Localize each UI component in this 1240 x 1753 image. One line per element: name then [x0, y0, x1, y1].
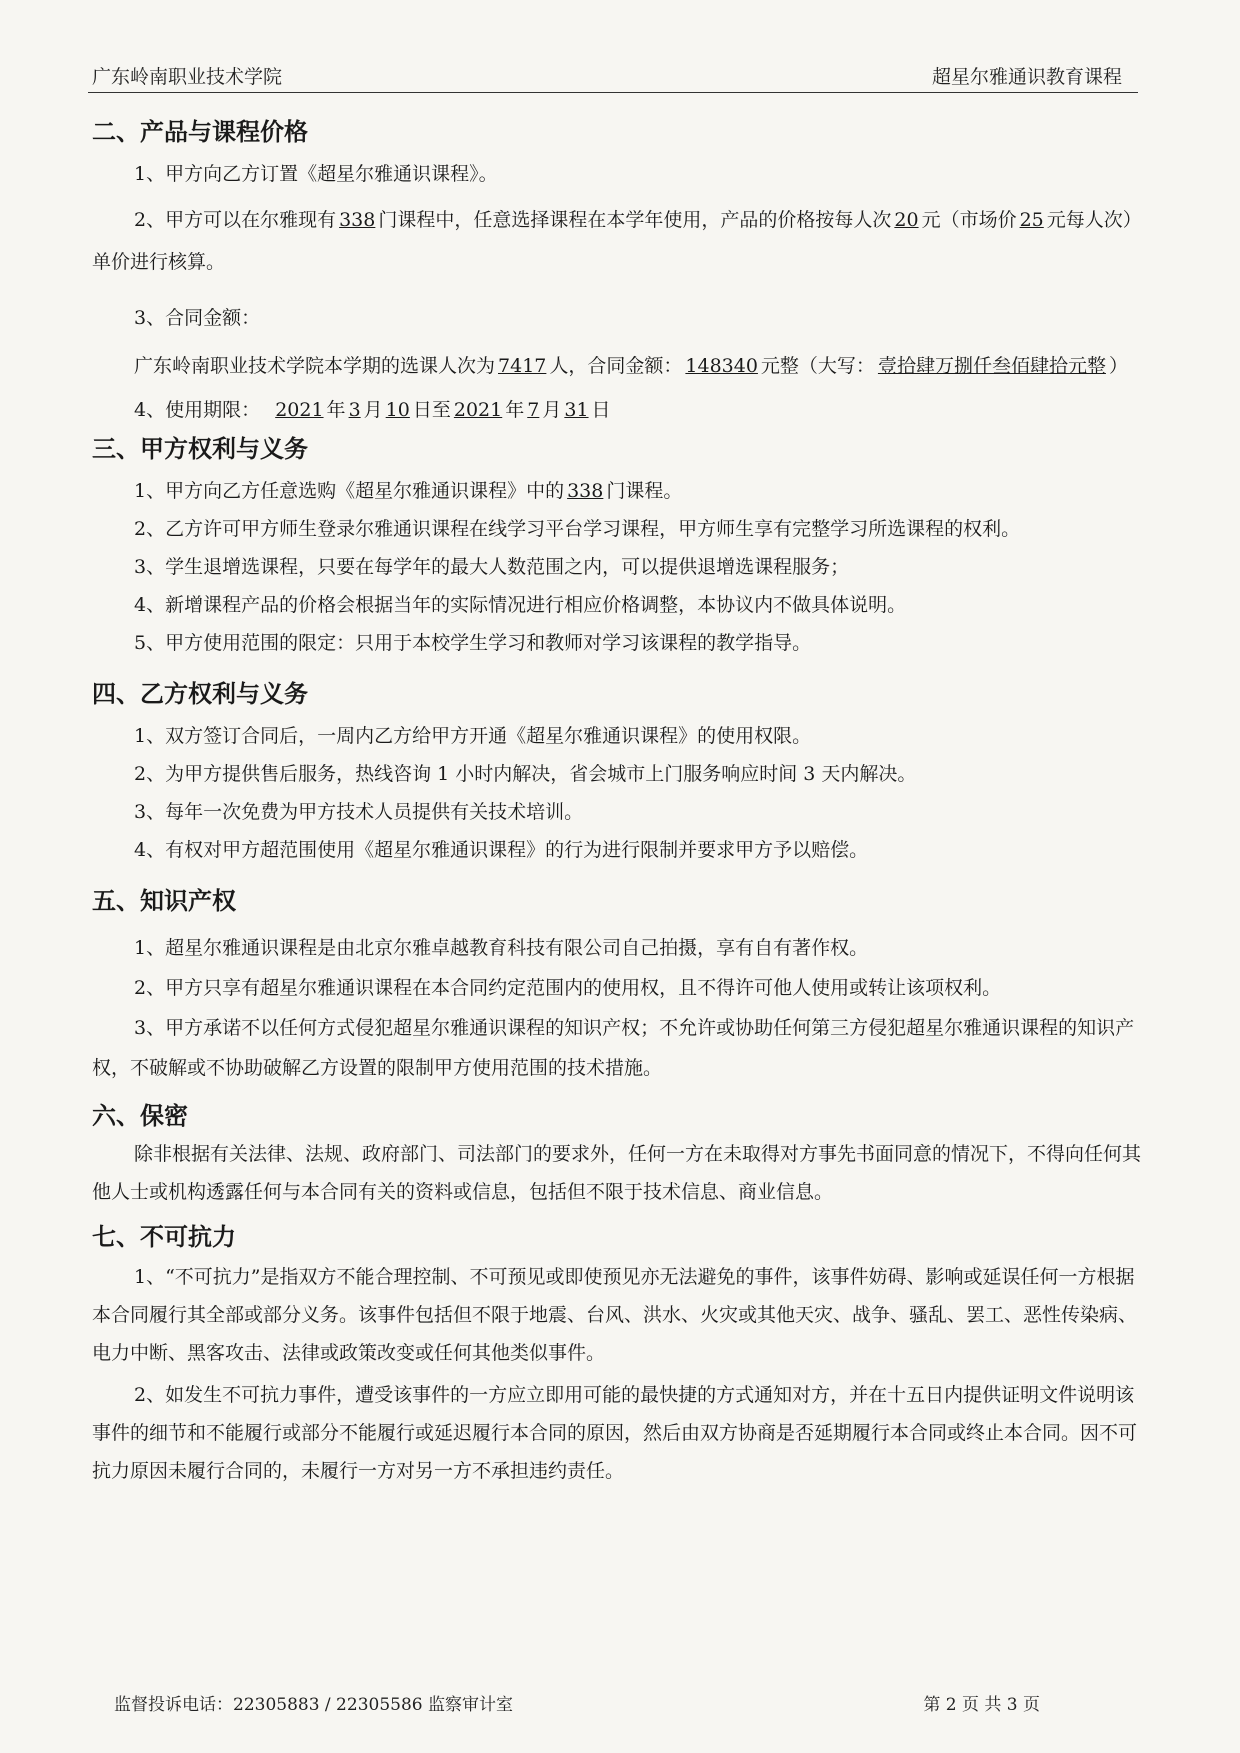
section-2-heading: 二、产品与课程价格 [92, 118, 308, 146]
s2-item-2: 2、甲方可以在尔雅现有 338 门课程中，任意选择课程在本学年使用，产品的价格按每人次 20 元（市场价 25 元每人次）单价进行核算。 [92, 209, 1142, 273]
s7-item-2: 2、如发生不可抗力事件，遭受该事件的一方应立即用可能的最快捷的方式通知对方，并在十五日内提供证明文件说明该事件的细节和不能履行或部分不能履行或延迟履行本合同的原因，然后由双方协商是否延期履行本合同或终止本合同。因不可抗力原因未履行合同的，未履行一方对另一方不承担违约责任。 [92, 1384, 1138, 1482]
section-7-heading: 七、不可抗力 [92, 1223, 236, 1251]
header-course-title: 超星尔雅通识教育课程 [931, 66, 1122, 88]
s2-item-3-amount: 广东岭南职业技术学院本学期的选课人次为 7417 人，合同金额： 148340 元整（大写： 壹拾肆万捌仟叁佰肆拾元整 ） [134, 355, 1128, 377]
header-school-name: 广东岭南职业技术学院 [92, 66, 283, 88]
footer-complaint-hotline: 监督投诉电话：22305883 / 22305586 监察审计室 [114, 1695, 513, 1715]
s3-item-5: 5、甲方使用范围的限定：只用于本校学生学习和教师对学习该课程的教学指导。 [134, 632, 812, 654]
s3-item-2: 2、乙方许可甲方师生登录尔雅通识课程在线学习平台学习课程，甲方师生享有完整学习所选课程的权利。 [134, 518, 1021, 540]
s4-item-3: 3、每年一次免费为甲方技术人员提供有关技术培训。 [134, 801, 584, 823]
s2-item-3-label: 3、合同金额： [134, 307, 261, 329]
s2-item-1: 1、甲方向乙方订置《超星尔雅通识课程》。 [134, 163, 498, 185]
s7-item-1: 1、“不可抗力”是指双方不能合理控制、不可预见或即使预见亦无法避免的事件，该事件妨碍、影响或延误任何一方根据本合同履行其全部或部分义务。该事件包括但不限于地震、台风、洪水、火灾或其他天灾、战争、骚乱、罢工、恶性传染病、电力中断、黑客攻击、法律或政策改变或任何其他类似事件。 [92, 1266, 1138, 1364]
s2-item-4-period: 4、使用期限： 2021 年 3 月 10 日至 2021 年 7 月 31 日 [134, 399, 611, 421]
s3-item-3: 3、学生退增选课程，只要在每学年的最大人数范围之内，可以提供退增选课程服务； [134, 556, 850, 578]
document-body [92, 112, 1142, 1490]
s5-item-2: 2、甲方只享有超星尔雅通识课程在本合同约定范围内的使用权，且不得许可他人使用或转让该项权利。 [134, 977, 1002, 999]
s6-paragraph: 除非根据有关法律、法规、政府部门、司法部门的要求外，任何一方在未取得对方事先书面同意的情况下，不得向任何其他人士或机构透露任何与本合同有关的资料或信息，包括但不限于技术信息、商业信息。 [92, 1143, 1142, 1203]
s3-item-4: 4、新增课程产品的价格会根据当年的实际情况进行相应价格调整，本协议内不做具体说明。 [134, 594, 907, 616]
s4-item-2: 2、为甲方提供售后服务，热线咨询 1 小时内解决，省会城市上门服务响应时间 3 天内解决。 [134, 763, 917, 785]
s3-item-1: 1、甲方向乙方任意选购《超星尔雅通识课程》中的 338 门课程。 [134, 480, 683, 502]
footer-page-number: 第 2 页 共 3 页 [923, 1695, 1040, 1715]
section-4-heading: 四、乙方权利与义务 [92, 680, 308, 708]
section-6-heading: 六、保密 [92, 1102, 188, 1130]
s4-item-4: 4、有权对甲方超范围使用《超星尔雅通识课程》的行为进行限制并要求甲方予以赔偿。 [134, 839, 869, 861]
section-3-heading: 三、甲方权利与义务 [92, 435, 308, 463]
s5-item-3: 3、甲方承诺不以任何方式侵犯超星尔雅通识课程的知识产权；不允许或协助任何第三方侵犯超星尔雅通识课程的知识产权，不破解或不协助破解乙方设置的限制甲方使用范围的技术措施。 [92, 1017, 1135, 1079]
s4-item-1: 1、双方签订合同后，一周内乙方给甲方开通《超星尔雅通识课程》的使用权限。 [134, 725, 812, 747]
header-divider [88, 92, 1138, 93]
section-5-heading: 五、知识产权 [92, 887, 236, 915]
s5-item-1: 1、超星尔雅通识课程是由北京尔雅卓越教育科技有限公司自己拍摄，享有自有著作权。 [134, 937, 869, 959]
